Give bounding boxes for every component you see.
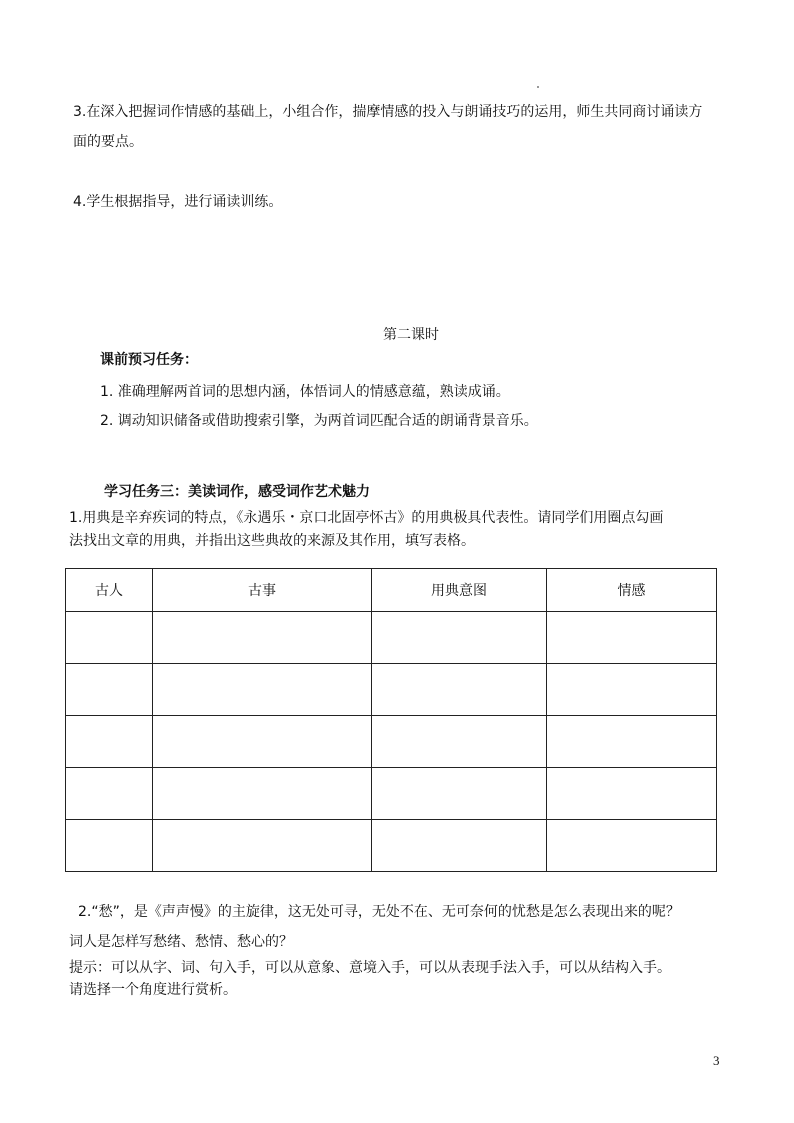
header-person: 古人 (66, 569, 153, 612)
table-cell[interactable] (66, 820, 153, 872)
question-2-line-1: 2.“愁”，是《声声慢》的主旋律，这无处可寻，无处不在、无可奈何的忧愁是怎么表现出来的呢？ (78, 904, 680, 920)
header-emotion: 情感 (547, 569, 717, 612)
table-cell[interactable] (547, 664, 717, 716)
table-row (66, 768, 717, 820)
table-cell[interactable] (372, 716, 547, 768)
table-cell[interactable] (547, 716, 717, 768)
table-row (66, 820, 717, 872)
question-2-line-2: 词人是怎样写愁绪、愁情、愁心的？ (69, 934, 293, 950)
table-cell[interactable] (66, 768, 153, 820)
preview-item-1: 1. 准确理解两首词的思想内涵，体悟词人的情感意蕴，熟读成诵。 (100, 384, 510, 400)
allusion-table (65, 568, 717, 872)
preview-heading: 课前预习任务： (100, 352, 198, 368)
item-4: 4.学生根据指导，进行诵读训练。 (73, 194, 283, 210)
table-cell[interactable] (372, 612, 547, 664)
table-cell[interactable] (372, 664, 547, 716)
preview-item-2: 2. 调动知识储备或借助搜索引擎，为两首词匹配合适的朗诵背景音乐。 (100, 413, 538, 429)
item-3-line-2: 面的要点。 (73, 134, 143, 150)
task-3-heading: 学习任务三：美读词作，感受词作艺术魅力 (104, 484, 370, 500)
table-cell[interactable] (153, 664, 372, 716)
page-number: 3 (713, 1053, 720, 1068)
question-1-line-1: 1.用典是辛弃疾词的特点，《永遇乐・京口北固亭怀古》的用典极具代表性。请同学们用圈点勾画 (69, 510, 664, 526)
table-cell[interactable] (547, 768, 717, 820)
table-cell[interactable] (153, 612, 372, 664)
table-cell[interactable] (153, 820, 372, 872)
table-cell[interactable] (153, 716, 372, 768)
table-cell[interactable] (372, 768, 547, 820)
header-event: 古事 (153, 569, 372, 612)
table-cell[interactable] (66, 612, 153, 664)
stray-dot (537, 86, 539, 88)
header-intent: 用典意图 (372, 569, 547, 612)
item-3-line-1: 3.在深入把握词作情感的基础上，小组合作，揣摩情感的投入与朗诵技巧的运用，师生共同商讨诵读方 (73, 104, 703, 120)
table-row (66, 664, 717, 716)
hint-line-2: 请选择一个角度进行赏析。 (69, 982, 237, 998)
table-cell[interactable] (547, 612, 717, 664)
question-1-line-2: 法找出文章的用典，并指出这些典故的来源及其作用，填写表格。 (69, 533, 475, 549)
table-cell[interactable] (372, 820, 547, 872)
hint-line-1: 提示：可以从字、词、句入手，可以从意象、意境入手，可以从表现手法入手，可以从结构入手。 (69, 960, 671, 976)
table-cell[interactable] (66, 716, 153, 768)
table-row (66, 716, 717, 768)
lesson-title: 第二课时 (383, 327, 439, 343)
table-cell[interactable] (547, 820, 717, 872)
table-row (66, 612, 717, 664)
table-cell[interactable] (66, 664, 153, 716)
table-cell[interactable] (153, 768, 372, 820)
table-header-row (66, 569, 717, 612)
